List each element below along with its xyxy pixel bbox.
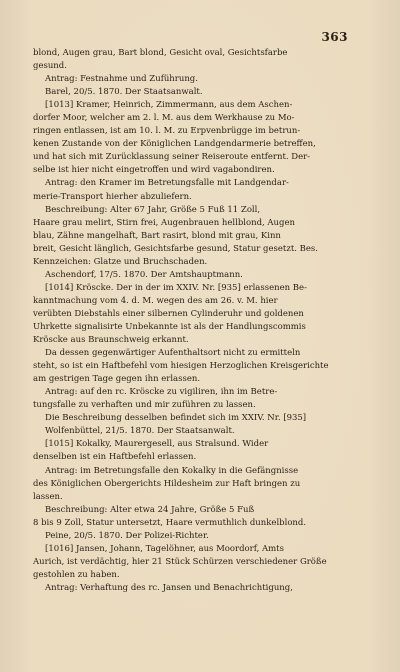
text-line: lassen.	[33, 491, 63, 502]
text-line: Antrag: den Kramer im Betretungsfalle mit Landgendar-	[45, 178, 289, 189]
text-line: denselben ist ein Haftbefehl erlassen.	[33, 452, 197, 463]
text-line: Kennzeichen: Glatze und Bruchschaden.	[33, 256, 208, 267]
text-line: [1015] Kokalky, Maurergesell, aus Stralsund. Wider	[45, 439, 269, 450]
text-line: dorfer Moor, welcher am 2. l. M. aus dem Werkhause zu Mo-	[33, 113, 295, 124]
text-line: [1013] Kramer, Heinrich, Zimmermann, aus dem Aschen-	[45, 100, 293, 111]
text-line: ringen entlassen, ist am 10. l. M. zu Erpvenbrügge im betrun-	[33, 126, 301, 137]
text-line: Wolfenbüttel, 21/5. 1870. Der Staatsanwalt.	[45, 426, 235, 437]
text-line: Peine, 20/5. 1870. Der Polizei-Richter.	[45, 530, 209, 541]
text-line: Antrag: im Betretungsfalle den Kokalky in die Gefängnisse	[45, 465, 299, 476]
text-line: Kröscke aus Braunschweig erkannt.	[33, 335, 189, 346]
text-line: Die Beschreibung desselben befindet sich im XXIV. Nr. [935]	[45, 413, 307, 424]
text-line: Beschreibung: Alter 67 Jahr, Größe 5 Fuß 11 Zoll,	[45, 204, 261, 215]
text-line: blau, Zähne mangelhaft, Bart rasirt, blond mit grau, Kinn	[33, 230, 281, 241]
text-line: Antrag: Festnahme und Zuführung.	[45, 74, 198, 85]
text-line: Uhrkette signalisirte Unbekannte ist als der Handlungscommis	[33, 321, 306, 332]
text-line: selbe ist hier nicht eingetroffen und wird vagabondiren.	[33, 165, 275, 176]
text-line: merie-Transport hierher abzuliefern.	[33, 191, 192, 202]
text-line: verübten Diebstahls einer silbernen Cylinderuhr und goldenen	[33, 308, 304, 319]
text-line: blond, Augen grau, Bart blond, Gesicht oval, Gesichtsfarbe	[33, 48, 288, 58]
text-line: Aurich, ist verdächtig, hier 21 Stück Schürzen verschiedener Größe	[33, 556, 327, 567]
text-line: steht, so ist ein Haftbefehl vom hiesigen Herzoglichen Kreisgerichte	[33, 361, 329, 372]
document-text	[33, 47, 363, 595]
text-line: Beschreibung: Alter etwa 24 Jahre, Größe 5 Fuß	[45, 504, 255, 515]
text-line: [1014] Kröscke. Der in der im XXIV. Nr. [935] erlassenen Be-	[45, 282, 307, 293]
text-line: des Königlichen Obergerichts Hildesheim zur Haft bringen zu	[33, 478, 301, 489]
text-line: Aschendorf, 17/5. 1870. Der Amtshauptmann.	[45, 269, 243, 280]
text-line: Barel, 20/5. 1870. Der Staatsanwalt.	[45, 87, 203, 98]
text-line: Antrag: auf den rc. Kröscke zu vigiliren, ihn im Betre-	[45, 387, 278, 398]
text-line: Haare grau melirt, Stirn frei, Augenbrauen hellblond, Augen	[33, 217, 295, 228]
text-line: 8 bis 9 Zoll, Statur untersetzt, Haare vermuthlich dunkelblond.	[33, 517, 307, 528]
text-line: Antrag: Verhaftung des rc. Jansen und Benachrichtigung,	[45, 582, 293, 593]
text-line: und hat sich mit Zurücklassung seiner Reiseroute entfernt. Der-	[33, 152, 311, 163]
text-line: breit, Gesicht länglich, Gesichtsfarbe gesund, Statur gesetzt. Bes.	[33, 243, 318, 254]
text-line: [1016] Jansen, Johann, Tagelöhner, aus Moordorf, Amts	[45, 543, 284, 554]
text-line: Da dessen gegenwärtiger Aufenthaltsort nicht zu ermitteln	[45, 348, 301, 359]
text-line: gestohlen zu haben.	[33, 569, 120, 580]
page-number: 363	[321, 30, 348, 44]
text-line: gesund.	[33, 61, 67, 72]
text-line: kanntmachung vom 4. d. M. wegen des am 26. v. M. hier	[33, 295, 278, 306]
text-line: am gestrigen Tage gegen ihn erlassen.	[33, 374, 201, 385]
text-line: tungsfalle zu verhaften und mir zuführen zu lassen.	[33, 400, 256, 411]
text-line: kenen Zustande von der Königlichen Landgendarmerie betreffen,	[33, 139, 316, 150]
